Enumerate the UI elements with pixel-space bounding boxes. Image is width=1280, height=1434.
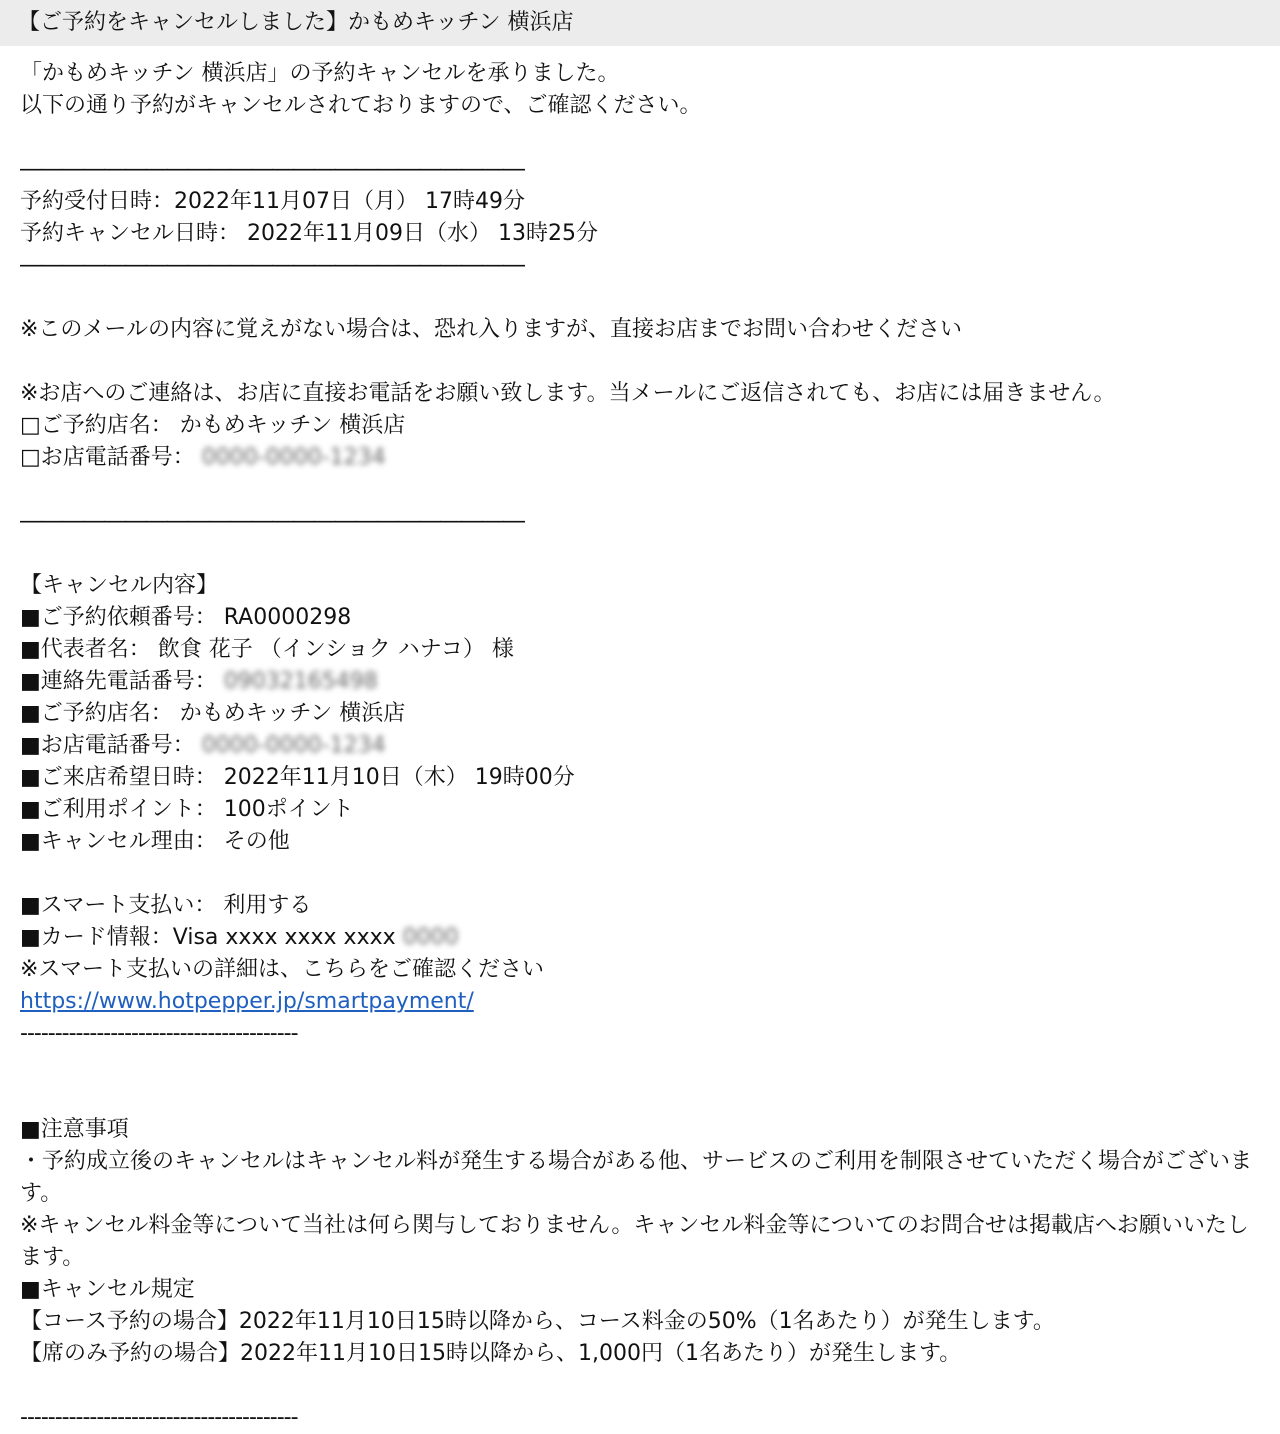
cancel-details-heading: 【キャンセル内容】 [20,573,219,598]
card-info [20,922,1265,954]
separator: ―――――――――――――――――――――――― [20,157,524,182]
caution-heading: ■注意事項 [20,1117,129,1142]
reserved-shop-name: ■ご予約店名： かもめキッチン 横浜店 [20,701,406,726]
smart-payment: ■スマート支払い： 利用する [20,893,312,918]
points-used: ■ご利用ポイント： 100ポイント [20,797,354,822]
cancelled-datetime: 予約キャンセル日時： 2022年11月09日（水） 13時25分 [20,221,598,246]
email-subject-bar [0,0,1280,46]
shop-phone-label: □お店電話番号： [20,445,195,470]
contact-phone-value-blurred: 09032165498 [223,669,378,694]
separator: ―――――――――――――――――――――――― [20,253,524,278]
intro-line-2: 以下の通り予約がキャンセルされておりますので、ご確認ください。 [20,93,702,118]
notice-contact: ※お店へのご連絡は、お店に直接お電話をお願い致します。当メールにご返信されても、お店には届きません。 [20,381,1116,406]
notice-shop-name: □ご予約店名： かもめキッチン 横浜店 [20,413,406,438]
separator-short: ---------------------------------------- [20,1405,298,1430]
representative-name: ■代表者名： 飲食 花子 （インショク ハナコ） 様 [20,637,514,662]
caution-item-2: ※キャンセル料金等について当社は何ら関与しておりません。キャンセル料金等についてのお問合せは掲載店へお願いいたします。 [20,1213,1249,1270]
contact-phone-label: ■連絡先電話番号： [20,669,217,694]
contact-phone [20,666,1265,698]
separator-short: ---------------------------------------- [20,1021,298,1046]
received-datetime: 予約受付日時：2022年11月07日（月） 17時49分 [20,189,525,214]
policy-course: 【コース予約の場合】2022年11月10日15時以降から、コース料金の50%（1名あたり）が発生します。 [20,1309,1055,1334]
shop-phone [20,730,1265,762]
notice-unknown: ※このメールの内容に覚えがない場合は、恐れ入りますが、直接お店までお問い合わせください [20,317,962,342]
policy-seat: 【席のみ予約の場合】2022年11月10日15時以降から、1,000円（1名あたり）が発生します。 [20,1341,962,1366]
smart-payment-note: ※スマート支払いの詳細は、こちらをご確認ください [20,957,544,982]
request-number: ■ご予約依頼番号： RA0000298 [20,605,352,630]
email-body [20,58,1265,1434]
visit-datetime: ■ご来店希望日時： 2022年11月10日（木） 19時00分 [20,765,575,790]
shop-phone-value-blurred: 0000-0000-1234 [201,445,386,470]
caution-item-1: ・予約成立後のキャンセルはキャンセル料が発生する場合がある他、サービスのご利用を制限させていただく場合がございます。 [20,1149,1253,1206]
notice-shop-phone [20,442,1265,474]
intro-line-1: 「かもめキッチン 横浜店」の予約キャンセルを承りました。 [20,61,620,86]
shop-phone-label: ■お店電話番号： [20,733,195,758]
card-info-label: ■カード情報：Visa xxxx xxxx xxxx [20,925,396,950]
email-subject: 【ご予約をキャンセルしました】かもめキッチン 横浜店 [18,10,574,35]
separator: ―――――――――――――――――――――――― [20,509,524,534]
smart-payment-link[interactable]: https://www.hotpepper.jp/smartpayment/ [20,989,474,1014]
cancel-policy-heading: ■キャンセル規定 [20,1277,195,1302]
cancel-reason: ■キャンセル理由： その他 [20,829,290,854]
card-number-blurred: 0000 [402,925,459,950]
shop-phone-value-blurred: 0000-0000-1234 [201,733,386,758]
